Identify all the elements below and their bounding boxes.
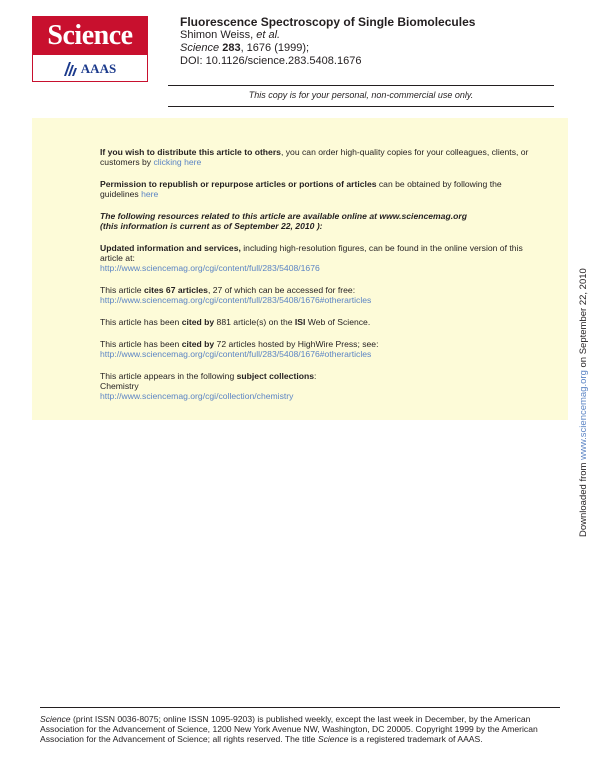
aaas-label: AAAS [80, 61, 117, 76]
pages-year: , 1676 (1999); [240, 42, 310, 54]
distribute-block: If you wish to distribute this article to others, you can order high-quality copies for your colleagues, clients, or customers by clicking here [100, 147, 529, 167]
aaas-stripes-icon [64, 62, 78, 76]
cited-highwire-block: This article has been cited by 72 articles hosted by HighWire Press; see: http://www.sciencemag.org/cgi/content/full/283/5408/1676#otherarticles [100, 339, 530, 359]
footer-divider [40, 707, 560, 708]
science-wordmark: Science [33, 17, 147, 55]
volume: 283 [222, 42, 241, 54]
article-citation [180, 42, 475, 55]
top-divider [168, 85, 554, 86]
info-panel-content [100, 147, 530, 413]
other-articles-link[interactable]: http://www.sciencemag.org/cgi/content/full/283/5408/1676#otherarticles [100, 295, 372, 305]
subject-name: Chemistry [100, 381, 139, 391]
author-etal: et al. [256, 29, 281, 41]
highwire-link[interactable]: http://www.sciencemag.org/cgi/content/full/283/5408/1676#otherarticles [100, 349, 372, 359]
cites-block: This article cites 67 articles, 27 of which can be accessed for free: http://www.sciencemag.org/cgi/content/full/283/5408/1676#otherarticles [100, 285, 530, 305]
cited-isi-block: This article has been cited by 881 article(s) on the ISI Web of Science. [100, 317, 371, 327]
full-text-link[interactable]: http://www.sciencemag.org/cgi/content/full/283/5408/1676 [100, 263, 320, 273]
article-doi: DOI: 10.1126/science.283.5408.1676 [180, 55, 362, 67]
mid-divider [168, 106, 554, 107]
footer-legal: Science (print ISSN 0036-8075; online ISSN 1095-9203) is published weekly, except the last week in December, by the American Association for the Advancement of Science, 1200 New York Avenue NW, Washington, DC 20005. Copyright 1999 by the American Association for the Advancement of Science; all rights reserved. The title Science is a registered trademark of AAAS. [40, 714, 538, 744]
permission-block: Permission to republish or repurpose articles or portions of articles can be obtained by following the guidelines here [100, 179, 502, 199]
isi-link[interactable]: ISI [294, 317, 306, 327]
article-author: Shimon Weiss, et al. [180, 29, 281, 41]
article-title: Fluorescence Spectroscopy of Single Biomolecules [180, 15, 476, 29]
aaas-logo [33, 59, 147, 79]
download-note: Downloaded from www.sciencemag.org on September 22, 2010 [578, 268, 589, 537]
resources-block: The following resources related to this article are available online at www.sciencemag.org (this information is current as of September 22, 2010 ): [100, 211, 467, 231]
clicking-here-link[interactable]: clicking here [153, 157, 202, 167]
updated-info-block: Updated information and services, including high-resolution figures, can be found in the online version of this article at: http://www.sciencemag.org/cgi/content/full/283/5408/1676 [100, 243, 530, 273]
personal-use-note: This copy is for your personal, non-commercial use only. [248, 90, 474, 100]
guidelines-here-link[interactable]: here [141, 189, 159, 199]
science-logo [32, 16, 148, 82]
subject-block: This article appears in the following subject collections: Chemistry http://www.sciencemag.org/cgi/collection/chemistry [100, 371, 530, 401]
sciencemag-link[interactable]: www.sciencemag.org [578, 370, 589, 460]
journal-name: Science [180, 42, 220, 54]
subject-collection-link[interactable]: http://www.sciencemag.org/cgi/collection/chemistry [100, 391, 294, 401]
article-header [180, 16, 475, 68]
